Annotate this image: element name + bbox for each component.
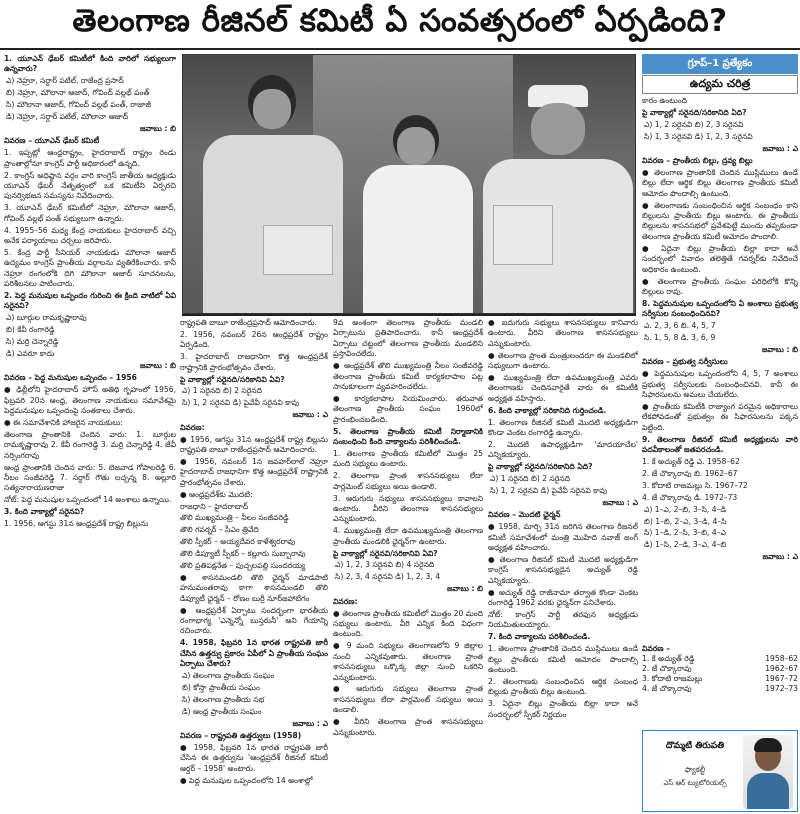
paragraph: ● ఐదుగురు సభ్యులు శాసనసభ్యులు కానివారు ఉంటారు. వీరిని తెలంగాణ శాసనసభ్యులు ఎన్నుకుంటారు. — [488, 318, 638, 348]
paragraph: తొలి ప్రతిపక్షనేత – పుచ్చలపల్లి సుందరయ్య — [180, 561, 306, 571]
answer-row — [642, 654, 798, 664]
paragraph: ● ఆంధ్రప్రదేశ్ ఏర్పాటు సందర్భంగా భారతీయ రంగాభాగ్య 'ఎన్నెన్నో బుస్తరునీ' అని గేయాన్ని రచించారు. — [180, 605, 328, 636]
question: పై వాక్యాల్లో సరైనది/సరికానివి ఏవి? — [180, 374, 285, 384]
answer-years: 1972–73 — [765, 684, 798, 693]
option: ఎ) నెహ్రూ, సర్దార్ పటేల్, రాజేంద్ర ప్రసాద్ — [6, 76, 124, 86]
paragraph: 3. ఏదైనా బిల్లు ప్రాంతీయ బిల్లా కాదా అనే సందర్భంలో స్పీకర్ నిర్ణయం — [488, 699, 638, 719]
paragraph: రాజధాని – హైదరాబాద్ — [180, 501, 249, 511]
answer-table — [642, 644, 798, 728]
option: ఎ) 1, 2, 3 సరైనవి బి) 4 సరైనది — [335, 560, 435, 570]
answer-years: 1958–62 — [765, 654, 798, 663]
paragraph: ● తెలంగాణ ప్రాంత మంత్రులందరూ ఈ మండలిలో సభ్యులుగా ఉంటారు. — [488, 350, 638, 371]
answer: జవాబు : బి — [139, 123, 176, 133]
paragraph: ● 1958, మార్చి 31న జరిగిన తెలంగాణ రీజనల్ కమిటీ సమావేశంలో మంత్రి మొహిది నవాజ్ జంగ్ అధ్యక్షత వహించారు. — [488, 522, 638, 553]
paragraph: రాష్ట్రపతి బాబూ రాజేంద్రప్రసాద్ ఆమోదించారు. — [180, 318, 317, 327]
paragraph: 2. మొదటి ఉపాధ్యక్షుడిగా 'మాదయాచేల' ఎన్నికయ్యారు. — [488, 439, 638, 460]
option: బి) కోస్తా ప్రాంతీయ సంఘం — [182, 683, 260, 692]
question: పై వాక్యాల్లో సరైనవి/సరికానివి ఏవి? — [333, 548, 438, 558]
paragraph: ● 1956, ఆగస్టు 31న ఆంధ్రప్రదేశ్ రాష్ట్ర బిల్లును రాష్ట్రపతి బాబూ రాజేంద్రప్రసాద్ ఆమోదించారు. — [180, 434, 328, 454]
option: ఎ. 2, 3, 6 బి. 4, 5, 7 — [644, 321, 716, 331]
paragraph: 5. కేంద్ర పార్టీ సీనియర్ నాయకుడు మౌలానా ఆజాద్ ఉద్యమం కాంగ్రెస్ ప్రాంతీయ వర్గాలను వ్యతిరేకించారు. కానీ నెహ్రూ రంగంలోకి దిగి మౌలానా ఆజాద్ సూచనలను, పరిశీలనలు పాటించారు. — [4, 247, 176, 289]
paragraph: ● పెద్దమనుషుల ఒప్పందంలోని 4, 5, 7 అంశాలు ప్రభుత్వ సర్వీసులకు సంబంధించినవి. కానీ ఈ సిఫారసులను అమలు చేయలేదు. — [642, 369, 798, 400]
headline: తెలంగాణ రీజినల్ కమిటీ ఏ సంవత్సరంలో ఏర్పడింది? — [0, 0, 800, 50]
question: 8. పెద్దమనుషుల ఒప్పందంలోని ఏ అంశాలు ప్రభుత్వ సర్వీసుల సంబంధించినవి? — [642, 298, 798, 319]
option: డి) ఆంధ్ర ప్రాంతీయ సంఘం — [182, 706, 262, 716]
paragraph: 9వ అంశంగా తెలంగాణ ప్రాంతీయ మండలి ఏర్పాటును ప్రతిపాదించారు. కానీ ఆంధ్రప్రదేశ్ ఏర్పాటు చట్టంలో తెలంగాణ ప్రాంతీయ మండలిని ప్రస్తావించలేదు. — [333, 318, 483, 359]
paragraph: 1. తెలంగాణ ప్రాంతీయ కమిటీలో మొత్తం 25 మంది సభ్యులు ఉంటారు. — [333, 448, 483, 469]
paragraph: ● అచ్యుత్ రెడ్డి రాజీనామా తర్వాత కొండా వెంకట రంగారెడ్డి 1962 వరకు ఛైర్మన్‌గా పనిచేశారు. — [488, 587, 638, 608]
answer-years: 1967–72 — [765, 674, 798, 683]
paragraph: 1. 1956, ఆగస్టు 31న ఆంధ్రప్రదేశ్ రాష్ట్ర బిల్లును — [4, 519, 149, 529]
question: 6. కింది వాక్యాల్లో సరికానిది గుర్తించండి. — [488, 405, 607, 415]
paragraph: ● ఏదైనా బిల్లు ప్రాంతీయ బిల్లా కాదా అనే సందర్భంలో వివాదం తలెత్తితే గవర్నర్‌కు నివేదించే అధికారం ఉంటుంది. — [642, 243, 798, 274]
column-3 — [333, 318, 483, 812]
answer-name: 3. కోదాటి రాజమల్లు — [642, 674, 703, 683]
answer: జవాబు : బి — [139, 360, 176, 370]
person-center — [363, 115, 473, 314]
author-name: దొమ్మటి తిరుపతి — [665, 741, 725, 751]
option: ఎ) తెలంగాణ ప్రాంతీయ సంఘం — [182, 671, 275, 681]
paragraph: 2. కాంగ్రెస్ అధిష్ఠాన వర్గం వారి కాంగ్రెస్ జాతీయ అధ్యక్షుడు యూఎన్ ఢేబర్ నేతృత్వంలో ఒక కమిటీని ఏర్పరచి పునర్విభజన సమస్యను నివేదించారు. — [4, 170, 176, 201]
answer-name: 2. జే చొక్కారావు — [642, 664, 692, 673]
paragraph: ● తెలంగాణ ప్రాంతీయ కమిటీలో మొత్తం 20 మంది సభ్యులు ఉంటారు. వీరి ఎన్నిక కింది విధంగా ఉంటుంది. — [333, 608, 483, 639]
answer: జవాబు : ఎ — [292, 410, 328, 420]
paragraph: ● శాసనమండలి తొలి ఛైర్మన్ మాడపాటి హనుమంతరావు కాగా శాసనమండలి తొలి డిప్యూటీ ఛైర్మన్ – రోణం బుర్రీ నూర్‌జహాబేగం — [180, 572, 328, 603]
paragraph: తొలి స్పీకర్ – అయ్యదేవర కాళేశ్వరరావు — [180, 537, 296, 547]
paragraph: 2. జే చొక్కారావు బి. 1962–67 — [642, 468, 738, 478]
answer: జవాబు : ఎ — [762, 143, 798, 153]
option: ఎ) 1, 2 సరైనవి బి) 2, 3 సరైనవి — [644, 119, 744, 129]
historical-photo — [182, 54, 636, 314]
option: ఎ) 1 సరైనది బి) 2 సరైనది — [182, 386, 262, 396]
paragraph: 2. తెలంగాణ ప్రాంత శాసనసభ్యులు లేదా పార్లమెంట్ సభ్యులు అయి ఉండాలి. — [333, 471, 483, 491]
column-2 — [180, 318, 328, 812]
option: ఎ) బూర్గుల రామకృష్ణారావు — [6, 313, 87, 323]
question: 2. పెద్ద మనుషుల ఒప్పందం గురించి ఈ క్రింది వాటిలో ఏవి సరైనవి? — [4, 291, 176, 311]
paragraph: తొలి డిప్యూటీ స్పీకర్ – కల్లూరు సుబ్బారావు — [180, 549, 306, 559]
answer-row — [642, 664, 798, 674]
paragraph: కారం ఉంటుంది — [642, 96, 687, 105]
answer-row — [642, 684, 798, 694]
paragraph: ● పెద్ద మనుషుల ఒప్పందంలోని 14 అంశాల్లో — [180, 775, 313, 785]
paragraph: తొలి ముఖ్యమంత్రి – నీలం సంజీవరెడ్డి — [180, 513, 289, 523]
person-right — [483, 85, 633, 314]
option: సి) మర్రి చెన్నారెడ్డి — [6, 337, 59, 347]
question: 7. కింది వాక్యాలను పరిశీలించండి. — [488, 632, 591, 642]
paragraph: ● 9 మంది సభ్యులు తెలంగాణలోని 9 జిల్లాల నుంచి ఎన్నికవుతారు. తెలంగాణ ప్రాంత శాసనసభ్యులు ఒక్కొక్క జిల్లా నుంచి ఒకరిని ఎన్నుకుంటారు. — [333, 641, 483, 682]
answer: జవాబు : బి — [446, 584, 483, 594]
answer-row — [642, 674, 798, 684]
paragraph: 1. తెలంగాణ ప్రాంతానికి చెందిన ముస్లిములు ఉండే బిల్లు ప్రాంతీయ కమిటీ ఆమోదం పొందాల్సి ఉంటుంది. — [488, 644, 638, 675]
question: 4. 1958, ఫిబ్రవరి 1న భారత రాష్ట్రపతి జారీ చేసిన ఉత్తర్వు ప్రకారం ఏపీలో ఏ ప్రాంతీయ సంఘం ఏర్పాటు చేశారు? — [180, 638, 328, 669]
option: డి) ఎవరూ కాదు — [6, 349, 55, 359]
paragraph: ● ఆంధ్రప్రదేశ్ తొలి ముఖ్యమంత్రి నీలం సంజీవరెడ్డి తెలంగాణ ప్రాంతీయ కమిటీ కార్యకలాపాల పట్ల సానుకూలంగా వ్యవహరించలేదు. — [333, 361, 483, 391]
answer: జవాబు : ఎ — [602, 498, 638, 507]
explanation-heading: వివరణ – ప్రాంతీయ బిల్లు, ద్రవ్య బిల్లు — [642, 156, 753, 166]
paragraph: ● తెలంగాణ రీజినల్ కమిటీ మొదటి అధ్యక్షుడిగా కాంగ్రెస్ శాసనసభ్యుడైన అచ్యుత్ రెడ్డి ఎన్నికయ్యారు. — [488, 555, 638, 585]
paragraph: తెలంగాణ ప్రాంతానికి చెందిన వారు: 1. బూర్గుల రామకృష్ణారావు 2. కేవీ రంగారెడ్డి 3. మర్రి చెన్నారెడ్డి 4. జేవీ నర్సింగరావు — [4, 429, 176, 460]
question: 9. తెలంగాణ రీజినల్ కమిటీ అధ్యక్షులను వారి పదవీకాలంతో జతపరచండి. — [642, 434, 798, 455]
option: సి) మౌలానా ఆజాద్, గోవింద్ వల్లభ్ పంత్, రాజాజీ — [6, 100, 151, 110]
question: పై వాక్యాల్లో సరైనది/సరికానిది ఏది? — [642, 107, 747, 117]
author-org: ఎస్‌ ఆర్‌ ట్యుటోరియల్స్‌ — [663, 779, 727, 787]
option: ఎ) 1–ఎ, 2–బి, 3–సి, 4–డి — [644, 504, 726, 514]
answer: జవాబు : ఎ — [292, 718, 328, 728]
paragraph: ఆంధ్ర ప్రాంతానికి చెందిన వారు: 5. బెజవాడ గోపాలరెడ్డి 6. నీలం సంజీవరెడ్డి 7. సర్దార్ గౌతు లచ్చన్న 8. అల్లూరి సత్యనారాయణరాజు — [4, 462, 176, 493]
paragraph: 3. హైదరాబాద్ రాజధానిగా కొత్త ఆంధ్రప్రదేశ్ రాష్ట్రానికి ప్రారంభోత్సవం చేశారు. — [180, 352, 328, 372]
author-avatar — [743, 735, 793, 809]
column-5 — [642, 96, 798, 642]
explanation-heading: వివరణ – మొదటి ఛైర్మన్ — [488, 510, 561, 520]
paragraph: 4. ముఖ్యమంత్రి లేదా ఉపముఖ్యమంత్రి తెలంగాణ ప్రాంతీయ మండలికి ఛైర్మన్‌గా ఉంటారు. — [333, 526, 483, 546]
paragraph: 2. 1956, నవంబర్ 26న ఆంధ్రప్రదేశ్ రాష్ట్రం ఏర్పడింది. — [180, 329, 328, 350]
explanation-heading: వివరణ – పెద్ద మనుషుల ఒప్పందం – 1956 — [4, 373, 137, 383]
explanation-heading: వివరణ – రాష్ట్రపతి ఉత్తర్వులు (1958) — [180, 731, 302, 741]
paragraph: ● ఆంధ్రప్రదేశ్‌కు మొదటి: — [180, 489, 253, 499]
answer-table-label: వివరణ – — [642, 644, 671, 653]
column-1 — [4, 54, 176, 812]
paragraph: ● 1958, ఫిబ్రవరి 1న భారత రాష్ట్రపతి జారీ చేసిన ఈ ఉత్తర్వును 'ఆంధ్రప్రదేశ్ రీజినల్ కమిటీ ఆర్డర్ – 1958' అంటారు. — [180, 743, 328, 773]
explanation-heading: వివరణ – ప్రభుత్వ సర్వీసులు — [642, 357, 728, 367]
answer-years: 1962–67 — [765, 664, 798, 673]
option: సి. 1, 5, 8 డి. 3, 6, 9 — [644, 333, 716, 343]
paragraph: ● కార్యకలాపాల నియమించారు. తరువాత తెలంగాణ ప్రాంతీయ సంఘం 1960లో ప్రారంభించబడింది. — [333, 393, 483, 424]
paragraph: ● తెలంగాణకు సంబంధించిన ఆర్థిక సంబంధం కాని బిల్లులను ప్రాంతీయ బిల్లు అంటారు. ఈ ప్రాంతీయ బిల్లులను శాసనసభలో ప్రవేశపెట్టే ముందు తప్పకుండా తెలంగాణ ప్రాంతీయ కమిటీ ఆమోదం పొందాలి. — [642, 200, 798, 241]
explanation-heading: వివరణ – యూఎన్ ఢేబర్ కమిటీ — [4, 136, 100, 146]
paragraph: తొలి గవర్నర్ – సీఎం త్రివేది — [180, 525, 259, 535]
explanation-heading: వివరణ: — [180, 422, 205, 432]
paragraph: ● తెలంగాణ ప్రాంతీయ సంఘం పరిధిలోకి కొన్ని బిల్లులు రావు. — [642, 276, 798, 296]
group-badge: గ్రూప్–1 ప్రత్యేకం — [642, 54, 798, 74]
option: డి) 1–సి, 2–డి, 3–ఎ, 4–బి — [644, 540, 727, 550]
paragraph: 3. ఆరుగురు సభ్యులు శాసనసభ్యులు కావాలని ఉంటారు. వీరిని తెలంగాణ శాసనసభ్యులు ఎన్నుకుంటారు. — [333, 493, 483, 524]
person-left — [203, 75, 343, 314]
answer: జవాబు : ఎ — [762, 552, 798, 562]
author-role: ఫ్యాకల్టీ — [684, 765, 706, 774]
paragraph: ● ప్రాంతీయ కమిటీకి రాజ్యాంగ పరమైన అధికారాలు లేకపోవడంతో ప్రభుత్వం ఈ సిఫారసులను పక్కన పెట్టింది. — [642, 401, 798, 432]
paragraph: నోట్: కాంగ్రెస్ పార్టీ తరఫున అధ్యక్షుడు నియమితులయ్యారు. — [488, 610, 638, 630]
paragraph: నోట్: పెద్ద మనుషుల ఒప్పందంలో 14 అంశాలు ఉన్నాయి. — [4, 495, 172, 505]
column-4 — [488, 318, 638, 812]
paragraph: ● 1956, నవంబర్ 1న జవహర్‌లాల్ నెహ్రూ హైదరాబాద్ రాజధానిగా కొత్త ఆంధ్రప్రదేశ్ రాష్ట్రానికి ప్రారంభోత్సవం చేశారు. — [180, 456, 328, 487]
paragraph: ● ఢిల్లీలోని హైదరాబాద్ హౌస్ అతిథి గృహంలో 1956, ఫిబ్రవరి 20న ఆంధ్ర, తెలంగాణ నాయకులు సమావేశమై పెద్దమనుషుల ఒప్పందంపై సంతకాలు చేశారు. — [4, 385, 176, 416]
option: బి) నెహ్రూ, మౌలానా ఆజాద్, గోవింద్ వల్లభ్ పంత్ — [6, 88, 150, 98]
paragraph: ● ఆరుగురు సభ్యులు తెలంగాణ ప్రాంత శాసనసభ్యులు లేదా పార్లమెంట్ సభ్యులు అయి ఉండాలి. — [333, 684, 483, 715]
option: ఎ) 1 సరైనది బి) 2 సరైనది — [490, 474, 570, 484]
answer: జవాబు : బి — [761, 344, 798, 354]
paragraph: ● వీరిని తెలంగాణ ప్రాంత శాసనసభ్యులు ఎన్నుకుంటారు. — [333, 717, 483, 737]
paragraph: ● ముఖ్యమంత్రి లేదా ఉపముఖ్యమంత్రి ఎవరు తెలంగాణకు చెందినవారైతే వారు ఈ కమిటీకి అధ్యక్షత వహిస్తారు. — [488, 373, 638, 403]
option: సి) 2, 3, 4 సరైనవి డి) 1, 2, 3, 4 — [335, 572, 441, 582]
paragraph: 3. యూఎన్ ఢేబర్ కమిటీలో నెహ్రూ, మౌలానా ఆజాద్, గోవింద్ వల్లభ్ పంత్ సభ్యులుగా ఉన్నారు. — [4, 203, 176, 223]
paragraph: 4. 1955–56 మధ్య కేంద్ర నాయకులు హైదరాబాద్ వచ్చి అనేక పర్యాయాలు చర్చలు జరిపారు. — [4, 225, 176, 245]
option: సి) 1, 2 సరైనవి డి) పైవేవీ సరైనవి కావు — [490, 486, 608, 496]
option: సి) తెలంగాణ ప్రాంతీయ సభ — [182, 694, 265, 704]
option: సి) 1, 3 సరైనవి డి) 1, 2, 3 సరైనవి — [644, 131, 753, 141]
option: సి) 1, 2 సరైనవి డి) పైవేవీ సరైనవి కావు — [182, 398, 300, 408]
paragraph: ● తెలంగాణ ప్రాంతానికి చెందిన ముస్లిములు ఉండే బిల్లు లేదా ఆర్థిక బిల్లు తెలంగాణ ప్రాంతీయ కమిటీ ఆమోదం పొందాల్సి ఉంటుంది. — [642, 167, 798, 198]
question: 3. కింది వాక్యాల్లో సరైనవి? — [4, 507, 85, 517]
question: 5. తెలంగాణ ప్రాంతీయ కమిటీ నిర్మాణానికి సంబంధించి కింది వాక్యాలను పరిశీలించండి. — [333, 426, 483, 446]
option: డి) నెహ్రూ, సర్దార్ పటేల్, మౌలానా ఆజాద్ — [6, 112, 129, 122]
option: బి) కేవీ రంగారెడ్డి — [6, 325, 55, 335]
author-box — [642, 730, 798, 812]
question: పై వాక్యాల్లో సరైనది/సరికానిది ఏది? — [488, 462, 593, 472]
answer-name: 4. జే చొక్కారావు — [642, 684, 692, 693]
paragraph: ● ఈ సమావేశానికి హాజరైన నాయకులు: — [4, 418, 123, 427]
paragraph: 4. జే చొక్కారావు డి. 1972–73 — [642, 492, 738, 502]
paragraph: 3. కోదాటి రాజమల్లు సి. 1967–72 — [642, 480, 748, 490]
section-label: ఉద్యమ చరిత్ర — [642, 75, 798, 94]
paragraph: 2. తెలంగాణకు సంబంధించిన ఆర్థిక సంబంధ బిల్లుకు ప్రాంతీయ బిల్లు ఉంటుంది. — [488, 677, 638, 697]
explanation-heading: వివరణ: — [333, 596, 358, 606]
answer-name: 1. కే అచ్యుత్ రెడ్డి — [642, 654, 695, 663]
option: సి) 1–డి, 2–సి, 3–బి, 4–ఎ — [644, 528, 726, 538]
paragraph: 1. కే అచ్యుత్ రెడ్డి ఎ. 1958–62 — [642, 457, 740, 466]
paragraph: 1. ఇప్పట్లో ఆంధ్రరాష్ట్రం, హైదరాబాద్ రాష్ట్రం రెండు ప్రాంతాల్లోనూ కాంగ్రెస్ పార్టీ అధికారంలో ఉన్నది. — [4, 148, 176, 168]
question: 1. యూఎన్ ఢేబర్ కమిటీలో కింది వారిలో సభ్యులుగా ఉన్నవారు? — [4, 54, 176, 74]
paragraph: 1. తెలంగాణ రీజినల్ కమిటీ మొదటి అధ్యక్షుడిగా కొండా వెంకట రంగారెడ్డి ఉన్నారు. — [488, 417, 638, 438]
option: బి) 1–బి, 2–ఎ, 3–డి, 4–సి — [644, 516, 727, 526]
